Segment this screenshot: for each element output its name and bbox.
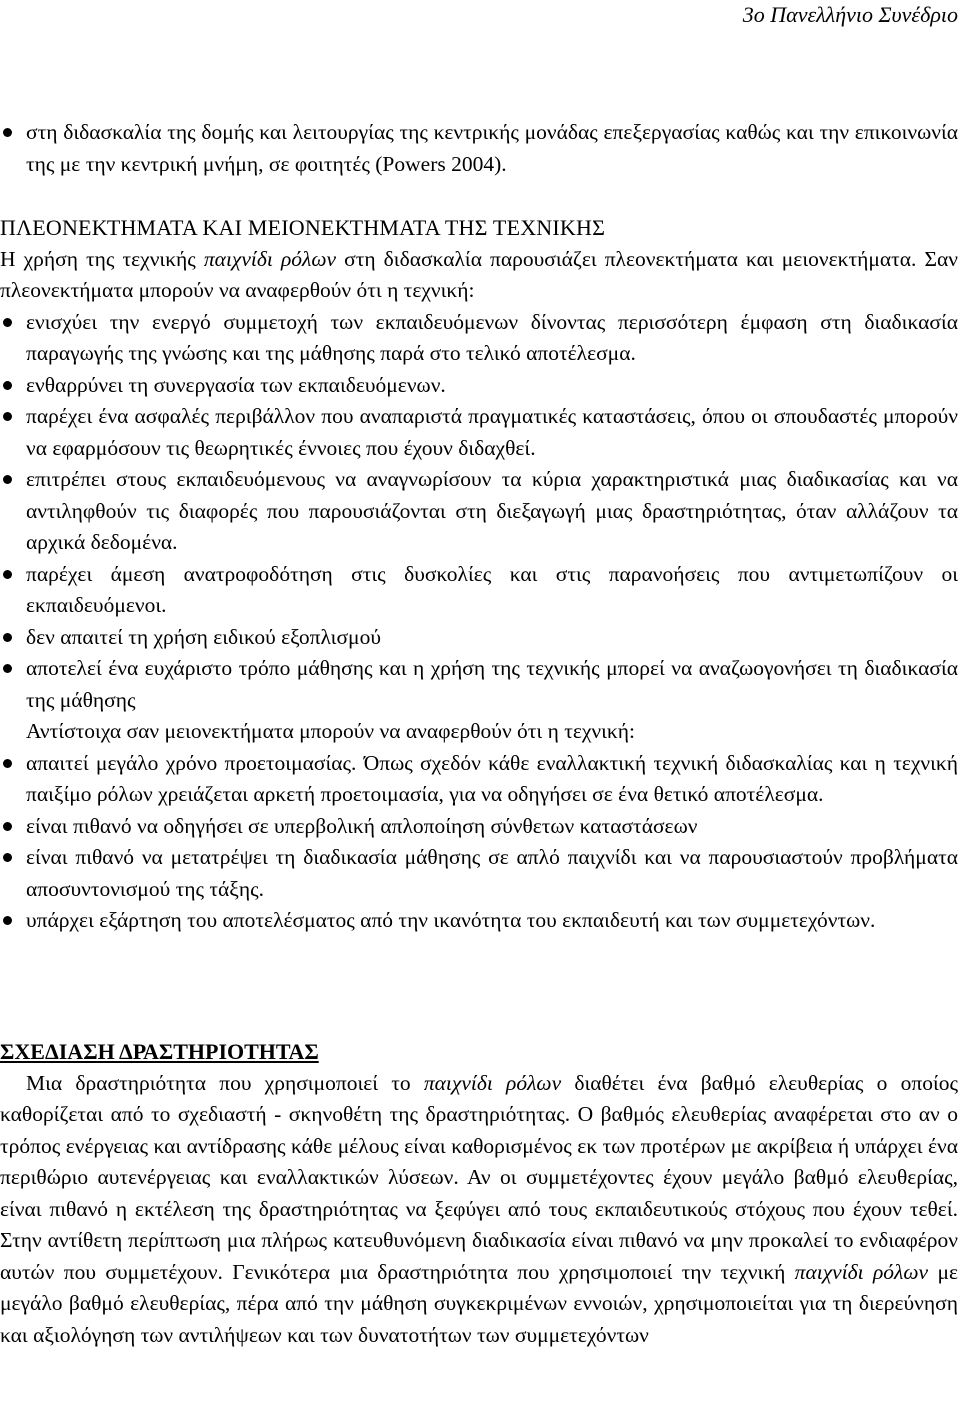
list-item: δεν απαιτεί τη χρήση ειδικού εξοπλισμού [0, 622, 958, 654]
intro-bullet-block [0, 117, 958, 180]
list-item: ενθαρρύνει τη συνεργασία των εκπαιδευόμενων. [0, 370, 958, 402]
paragraph: Μια δραστηριότητα που χρησιμοποιεί το παιχνίδι ρόλων διαθέτει ένα βαθμό ελευθερίας ο οποίος καθορίζεται από το σχεδιαστή - σκηνοθέτη της δραστηριότητας. Ο βαθμός ελευθερίας αναφέρεται στο αν ο τρόπος ενέργειας και αντίδρασης κάθε μέλους είναι καθορισμένος εκ των προτέρων με ακρίβεια ή υπάρχει ένα περιθώριο αυτενέργειας και εναλλακτικών λύσεων. Αν οι συμμετέχοντες έχουν μεγάλο βαθμό ελευθερίας, είναι πιθανό η εκτέλεση της δραστηριότητας να ξεφύγει από τους εκπαιδευτικούς στόχους που έχουν τεθεί. Στην αντίθετη περίπτωση μια πλήρως κατευθυνόμενη διαδικασία είναι πιθανό να μην προκαλεί το ενδιαφέρον αυτών που συμμετέχουν. Γενικότερα μια δραστηριότητα που χρησιμοποιεί την τεχνική παιχνίδι ρόλων με μεγάλο βαθμό ελευθερίας, πέρα από την μάθηση συγκεκριμένων εννοιών, χρησιμοποιείται για τη διερεύνηση και αξιολόγηση των αντιλήψεων και των δυνατοτήτων των συμμετεχόντων [0, 1070, 959, 1347]
list-item: απαιτεί μεγάλο χρόνο προετοιμασίας. Όπως σχεδόν κάθε εναλλακτική τεχνική διδασκαλίας και η τεχνική παιξίμο ρόλων χρειάζεται αρκετή προετοιμασία, για να οδηγήσει σε ένα θετικό αποτέλεσμα. [0, 748, 958, 811]
section-intro: Η χρήση της τεχνικής παιχνίδι ρόλων στη διδασκαλία παρουσιάζει πλεονεκτήματα και μειονεκτήματα. Σαν πλεονεκτήματα μπορούν να αναφερθούν ότι η τεχνική: [0, 246, 958, 302]
list-item: παρέχει ένα ασφαλές περιβάλλον που αναπαριστά πραγματικές καταστάσεις, όπου οι σπουδαστές μπορούν να εφαρμόσουν τις θεωρητικές έννοιες που έχουν διδαχθεί. [0, 401, 958, 464]
list-item: επιτρέπει στους εκπαιδευόμενους να αναγνωρίσουν τα κύρια χαρακτηριστικά μιας διαδικασίας και να αντιληφθούν τις διαφορές που παρουσιάζονται στη διεξαγωγή μιας δραστηριότητας, όταν αλλάζουν τα αρχικά δεδομένα. [0, 464, 958, 559]
section-heading: ΣΧΕΔΙΑΣΗ ΔΡΑΣΤΗΡΙΟΤΗΤΑΣ [0, 1039, 319, 1064]
list-item: στη διδασκαλία της δομής και λειτουργίας της κεντρικής μονάδας επεξεργασίας καθώς και την επικοινωνία της με την κεντρική μνήμη, σε φοιτητές (Powers 2004). [0, 117, 958, 180]
list-item: είναι πιθανό να μετατρέψει τη διαδικασία μάθησης σε απλό παιχνίδι και να παρουσιαστούν προβλήματα αποσυντονισμού της τάξης. [0, 842, 958, 905]
disadvantages-list [0, 748, 958, 937]
section-advantages [0, 212, 958, 937]
section-activity-design [0, 1036, 958, 1351]
list-item: παρέχει άμεση ανατροφοδότηση στις δυσκολίες και στις παρανοήσεις που αντιμετωπίζουν οι εκπαιδευόμενοι. [0, 559, 958, 622]
list-item: αποτελεί ένα ευχάριστο τρόπο μάθησης και η χρήση της τεχνικής μπορεί να αναζωογονήσει τη διαδικασία της μάθησης [0, 653, 958, 716]
list-item: υπάρχει εξάρτηση του αποτελέσματος από την ικανότητα του εκπαιδευτή και των συμμετεχόντων. [0, 905, 958, 937]
running-header: 3ο Πανελλήνιο Συνέδριο [742, 2, 958, 27]
list-item: ενισχύει την ενεργό συμμετοχή των εκπαιδευόμενων δίνοντας περισσότερη έμφαση στη διαδικασία παραγωγής της γνώσης και της μάθησης παρά στο τελικό αποτέλεσμα. [0, 307, 958, 370]
section-heading: ΠΛΕΟΝΕΚΤΗΜΑΤΑ ΚΑΙ ΜΕΙΟΝΕΚΤΗΜΑΤΑ ΤΗΣ ΤΕΧΝΙΚΗΣ [0, 215, 606, 240]
disadvantages-intro: Αντίστοιχα σαν μειονεκτήματα μπορούν να αναφερθούν ότι η τεχνική: [26, 719, 635, 743]
advantages-list [0, 307, 958, 717]
list-item: είναι πιθανό να οδηγήσει σε υπερβολική απλοποίηση σύνθετων καταστάσεων [0, 811, 958, 843]
